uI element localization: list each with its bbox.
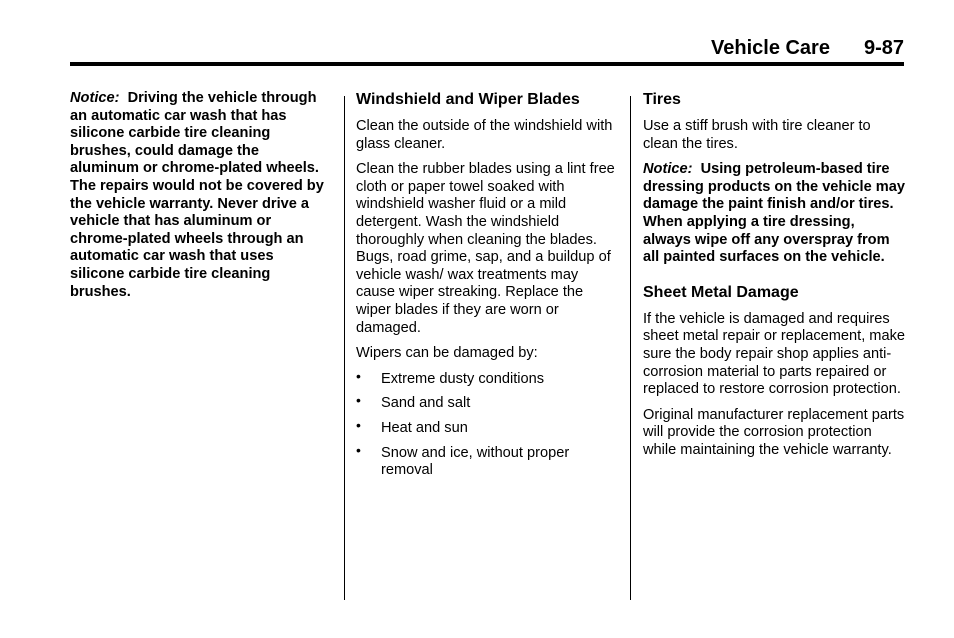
wiper-damage-list [356, 367, 618, 480]
page-header [70, 34, 904, 62]
list-item-text: Extreme dusty conditions [381, 370, 545, 387]
list-item [356, 392, 618, 413]
column-3 [643, 90, 905, 468]
column-1 [70, 90, 328, 309]
section-title: Vehicle Care [711, 37, 830, 59]
notice-car-wash [70, 90, 328, 301]
list-item-text: Sand and salt [381, 395, 471, 412]
bullet-icon: • [356, 392, 361, 409]
paragraph: Use a stiff brush with tire cleaner to clean the tires. [643, 118, 871, 152]
bullet-icon: • [356, 367, 361, 384]
list-item [356, 416, 618, 438]
paragraph: Clean the outside of the windshield with glass cleaner. [356, 118, 613, 152]
notice-text: Driving the vehicle through an automatic car wash that has silicone carbide tire cleaning brushes, could damage the aluminum or chrome-plated wheels. The repairs would not be covered by the vehicle warranty. Never drive a vehicle that has aluminum or chrome-plated wheels through an automatic car wash that uses silicone carbide tire cleaning brushes. [70, 90, 324, 300]
heading-sheet-metal: Sheet Metal Damage [643, 283, 799, 301]
column-divider-2 [630, 96, 631, 600]
paragraph: Original manufacturer replacement parts will provide the corrosion protection while maintaining the vehicle warranty. [643, 406, 905, 458]
paragraph: If the vehicle is damaged and requires sheet metal repair or replacement, make sure the body repair shop applies anti-corrosion material to parts repaired or replaced to restore corrosion protection. [643, 310, 905, 398]
header-rule [70, 62, 904, 66]
notice-text: Using petroleum-based tire dressing products on the vehicle may damage the paint finish and/or tires. When applying a tire dressing, always wipe off any overspray from all painted surfaces on the vehicle. [643, 161, 905, 266]
notice-label: Notice: [643, 161, 693, 178]
paragraph: Clean the rubber blades using a lint free cloth or paper towel soaked with windshield washer fluid or a mild detergent. Wash the windshield thoroughly when cleaning the blades. Bugs, road grime, sap, and a buildup of vehicle wash/ wax treatments may cause wiper streaking. Replace the wiper blades if they are worn or damaged. [356, 161, 615, 336]
page-number: 9-87 [863, 37, 904, 59]
notice-tire-dressing [643, 161, 905, 267]
list-item [356, 367, 618, 389]
list-item-text: Snow and ice, without proper removal [381, 444, 570, 479]
bullet-icon: • [356, 441, 361, 458]
list-item-text: Heat and sun [381, 419, 468, 436]
heading-windshield: Windshield and Wiper Blades [356, 91, 580, 108]
paragraph: Wipers can be damaged by: [356, 345, 538, 362]
column-divider-1 [344, 96, 345, 600]
notice-label: Notice: [70, 90, 120, 106]
column-2 [356, 90, 618, 487]
heading-tires: Tires [643, 91, 681, 108]
bullet-icon: • [356, 416, 361, 433]
list-item [356, 441, 618, 480]
